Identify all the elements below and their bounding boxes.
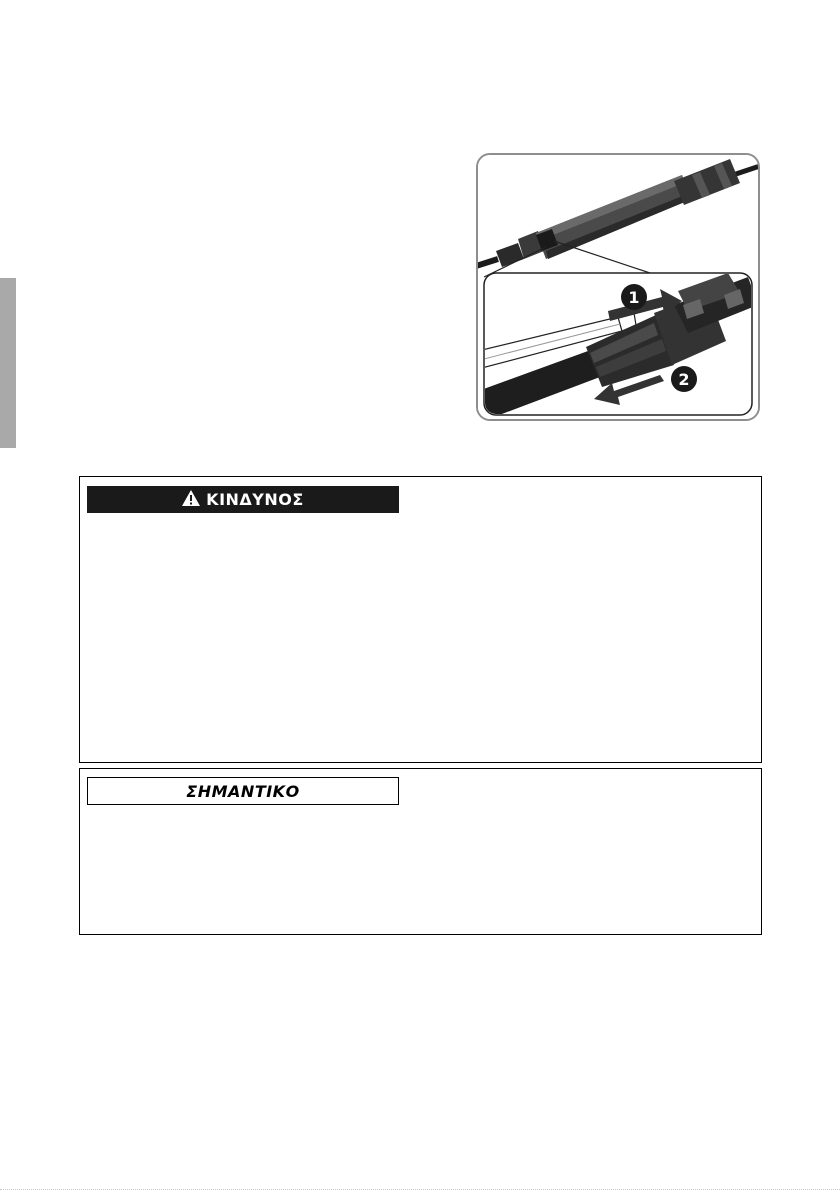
danger-label — [87, 486, 399, 513]
chapter-side-tab — [0, 278, 16, 448]
footer-divider — [0, 1189, 840, 1190]
step-2-badge — [671, 366, 697, 392]
connector-illustration — [478, 155, 758, 419]
svg-text:1: 1 — [628, 288, 640, 307]
important-notice-box — [79, 768, 762, 935]
danger-label-text: ΚΙΝΔΥΝΟΣ — [206, 490, 304, 509]
connector-release-figure — [476, 153, 760, 421]
warning-triangle-icon — [182, 490, 200, 510]
notice-label — [87, 777, 399, 805]
zoom-inset — [478, 273, 758, 419]
notice-label-text: ΣΗΜΑΝΤΙΚΟ — [186, 781, 300, 801]
svg-text:2: 2 — [678, 370, 690, 389]
step-1-badge — [621, 284, 647, 310]
danger-notice-box — [79, 476, 762, 763]
